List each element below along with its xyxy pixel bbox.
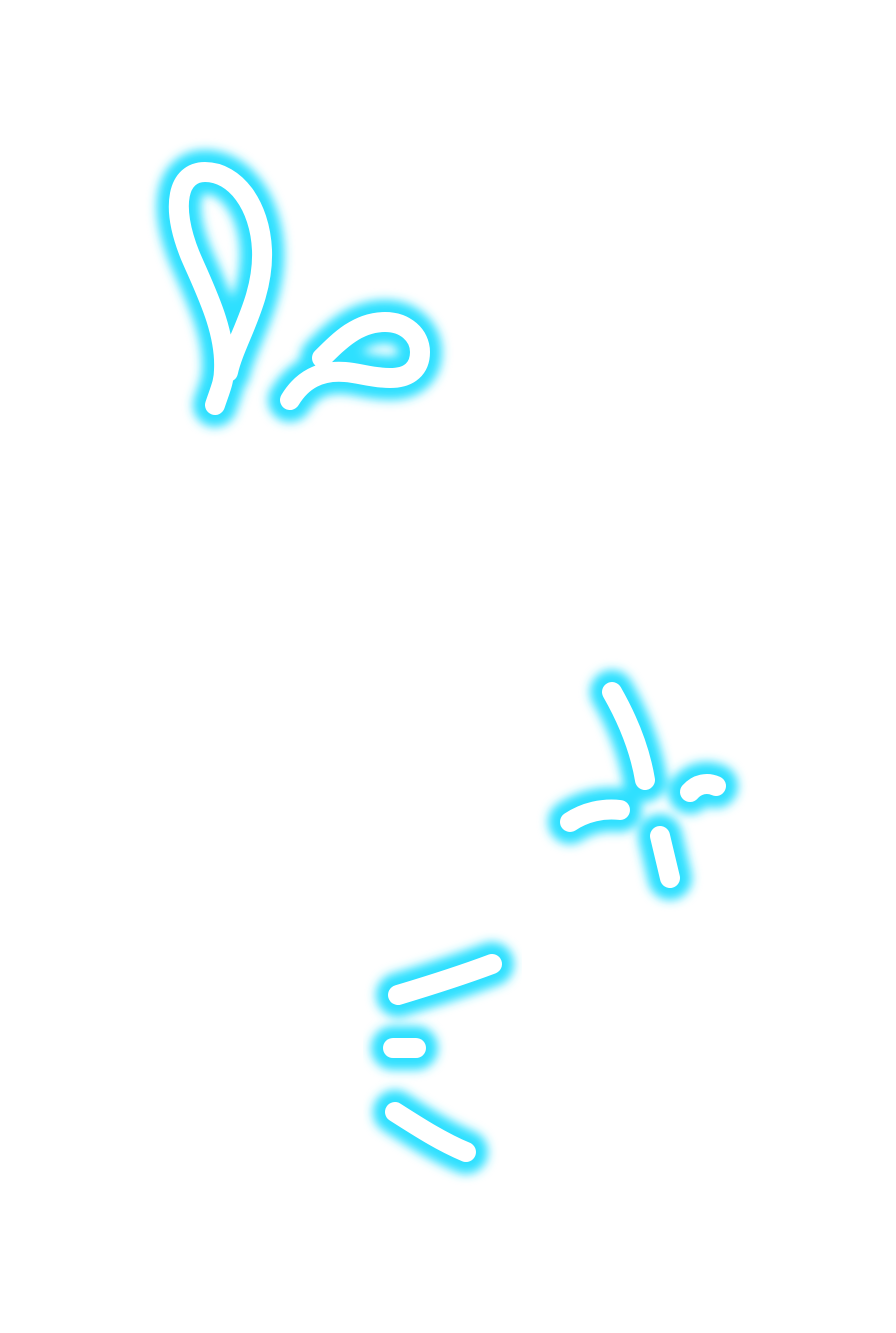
emphasis-lines-icon: [393, 964, 492, 1152]
butterfly-icon: [179, 172, 420, 405]
sparkle-icon: [570, 692, 716, 878]
